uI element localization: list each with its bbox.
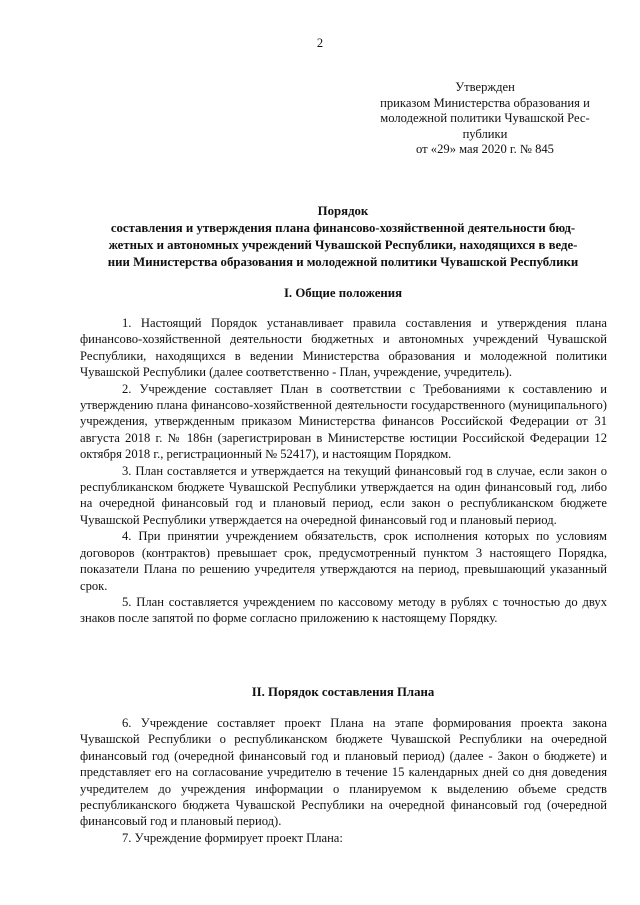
- approval-line: молодежной политики Чувашской Рес-: [380, 111, 590, 125]
- paragraph: 6. Учреждение составляет проект Плана на этапе формирования проекта закона Чувашской Республики о республиканском бюджете Чувашской Республики на очередной финансовый год (очередной финансовый год и плановый период) (далее - Закон о бюджете) и представляет его на согласование учредителю в течение 15 календарных дней со дня доведения учредителем до учреждения информации о планируемом к выделению объеме средств республиканского бюджета Чувашской Республики на очередной финансовый год (очередной финансовый год и плановый период).: [80, 716, 607, 829]
- section-heading-general: I. Общие положения: [283, 286, 403, 300]
- title-line: жетных и автономных учреждений Чувашской Республики, находящихся в веде-: [108, 238, 578, 252]
- paragraph: 7. Учреждение формирует проект Плана:: [122, 830, 343, 845]
- paragraph: 1. Настоящий Порядок устанавливает правила составления и утверждения плана финансово-хозяйственной деятельности бюджетных и автономных учреждений Чувашской Республики, находящихся в ведении Министерства образования и молодежной политики Чувашской Республики (далее соответственно - План, учреждение, учредитель).: [80, 316, 607, 380]
- approval-block: [360, 80, 610, 158]
- approval-line: Утвержден: [455, 80, 515, 94]
- section-heading-plan-compilation: II. Порядок составления Плана: [251, 685, 435, 699]
- page-number: 2: [316, 36, 324, 50]
- title-line: составления и утверждения плана финансово-хозяйственной деятельности бюд-: [110, 221, 576, 235]
- title-line: нии Министерства образования и молодежной политики Чувашской Республики: [107, 255, 579, 269]
- paragraph: 5. План составляется учреждением по кассовому методу в рублях с точностью до двух знаков после запятой по форме согласно приложению к настоящему Порядку.: [80, 594, 607, 626]
- paragraph: 4. При принятии учреждением обязательств, срок исполнения которых по условиям договоров (контрактов) превышает срок, предусмотренный пунктом 3 настоящего Порядка, показатели Плана по решению учредителя утверждаются на период, превышающий указанный срок.: [80, 529, 607, 593]
- document-title: [78, 203, 608, 271]
- title-line: Порядок: [317, 204, 369, 218]
- approval-date: от «29» мая 2020 г. № 845: [416, 142, 554, 156]
- paragraph: 3. План составляется и утверждается на текущий финансовый год в случае, если закон о республиканском бюджете Чувашской Республики утверждается на один финансовый год, либо на очередной финансовый год и плановый период, если закон о республиканском бюджете Чувашской Республики утверждается на очередной финансовый год и плановый период.: [80, 463, 607, 527]
- approval-line: приказом Министерства образования и: [380, 95, 590, 110]
- section-plan-body: [80, 715, 607, 846]
- paragraph: 2. Учреждение составляет План в соответствии с Требованиями к составлению и утверждению плана финансово-хозяйственной деятельности государственного (муниципального) учреждения, утвержденным приказом Министерства финансов Российской Федерации от 31 августа 2018 г. № 186н (зарегистрирован в Министерстве юстиции Российской Федерации 12 октября 2018 г., регистрационный № 52417), и настоящим Порядком.: [80, 381, 607, 462]
- section-general-body: [80, 315, 607, 627]
- approval-line: публики: [462, 126, 508, 141]
